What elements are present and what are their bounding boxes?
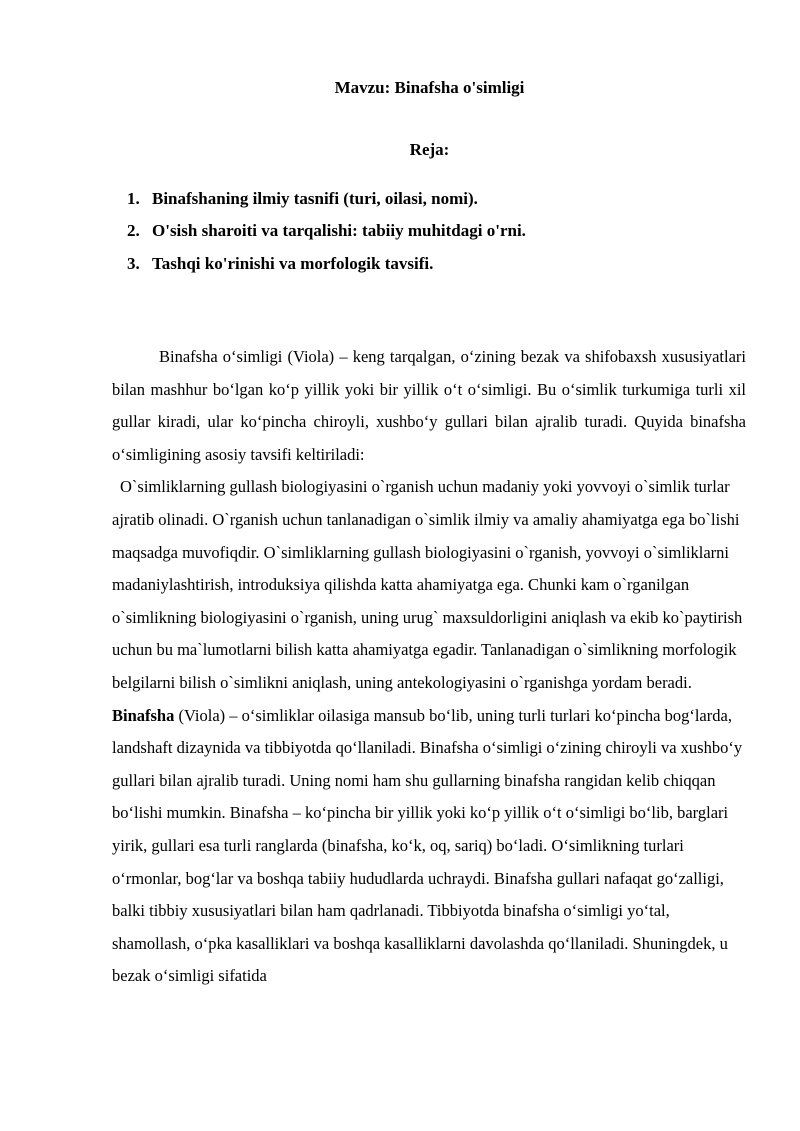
plan-item-number: 2. bbox=[127, 221, 140, 241]
body-text-before-bold: O`simliklarning gullash biologiyasini o`rganish uchun madaniy yoki yovvoyi o`simlik turlar ajratib olinadi. O`rganish uchun tanlanadigan o`simlik ilmiy va amaliy ahamiyatga ega bo`lishi maqsadga muvofiqdir. O`simliklarning gullash biologiyasini o`rganish, yovvoyi o`simliklarni madaniylashtirish, introduksiya qilishda katta ahamiyatga ega. Chunki kam o`rganilgan o`simlikning biologiyasini o`rganish, uning urug` maxsuldorligini aniqlash va ekib ko`paytirish uchun bu ma`lumotlarni bilish katta ahamiyatga egadir. Tanlanadigan o`simlikning morfologik belgilarni bilish o`simlikni aniqlash, uning antekologiyasini o`rganishga yordam beradi. bbox=[112, 477, 743, 692]
bold-term: Binafsha bbox=[112, 705, 175, 725]
plan-item bbox=[123, 215, 746, 247]
plan-item bbox=[123, 183, 746, 215]
body-paragraph bbox=[112, 471, 746, 993]
plan-heading: Reja: bbox=[409, 140, 450, 159]
document-body bbox=[112, 341, 746, 993]
plan-item-text: O'sish sharoiti va tarqalishi: tabiiy muhitdagi o'rni. bbox=[152, 221, 526, 241]
intro-paragraph: Binafsha o‘simligi (Viola) – keng tarqalgan, o‘zining bezak va shifobaxsh xususiyatlari bilan mashhur bo‘lgan ko‘p yillik yoki bir yillik o‘t o‘simligi. Bu o‘simlik turkumiga turli xil gullar kiradi, ular ko‘pincha chiroyli, xushbo‘y gullari bilan ajralib turadi. Quyida binafsha o‘simligining asosiy tavsifi keltiriladi: bbox=[112, 347, 746, 464]
plan-item-number: 1. bbox=[127, 189, 140, 208]
plan-item-text: Tashqi ko'rinishi va morfologik tavsifi. bbox=[152, 253, 434, 273]
plan-list bbox=[123, 183, 746, 280]
plan-item bbox=[123, 248, 746, 280]
plan-item-text: Binafshaning ilmiy tasnifi (turi, oilasi, nomi). bbox=[152, 189, 478, 208]
body-text-after-bold: (Viola) – o‘simliklar oilasiga mansub bo‘lib, uning turli turlari ko‘pincha bog‘larda, landshaft dizaynida va tibbiyotda qo‘llaniladi. Binafsha o‘simligi o‘zining chiroyli va xushbo‘y gullari bilan ajralib turadi. Uning nomi ham shu gullarning binafsha rangidan kelib chiqqan bo‘lishi mumkin. Binafsha – ko‘pincha bir yillik yoki ko‘p yillik o‘t o‘simligi bo‘lib, barglari yirik, gullari esa turli ranglarda (binafsha, ko‘k, oq, sariq) bo‘ladi. O‘simlikning turlari o‘rmonlar, bog‘lar va boshqa tabiiy hududlarda uchraydi. Binafsha gullari nafaqat go‘zalligi, balki tibbiy xususiyatlari bilan ham qadrlanadi. Tibbiyotda binafsha o‘simligi yo‘tal, shamollash, o‘pka kasalliklari va boshqa kasalliklarni davolashda qo‘llaniladi. Shuningdek, u bezak o‘simligi sifatida bbox=[112, 705, 743, 986]
plan-item-number: 3. bbox=[127, 253, 140, 273]
document-title: Mavzu: Binafsha o'simligi bbox=[334, 78, 525, 97]
